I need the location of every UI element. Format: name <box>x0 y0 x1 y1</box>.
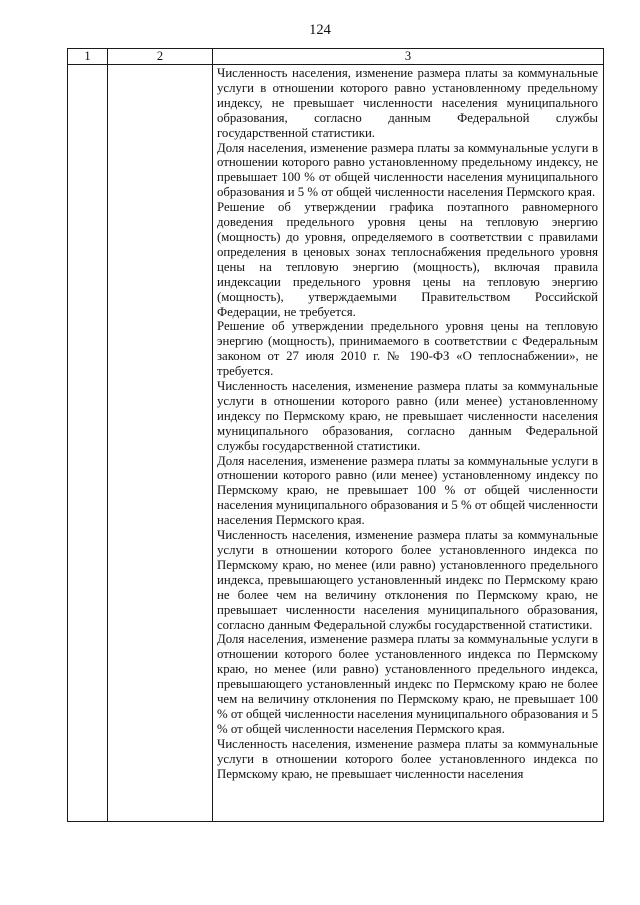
cell-col-3 <box>213 65 604 822</box>
cell-col-2 <box>108 65 213 822</box>
paragraph: Доля населения, изменение размера платы за коммунальные услуги в отношении которого равно (или менее) установленному индексу по Пермскому краю, не превышает 100 % от общей численности населения муниципального образования и 5 % от общей численности населения Пермского края. <box>217 453 598 528</box>
paragraph: Численность населения, изменение размера платы за коммунальные услуги в отношении которого равно (или менее) установленному индексу по Пермскому краю, не превышает численности населения муниципального образования, согласно данным Федеральной службы государственной статистики. <box>217 379 598 453</box>
header-col-1: 1 <box>68 49 108 65</box>
header-col-2: 2 <box>108 49 213 65</box>
header-col-3: 3 <box>213 49 604 65</box>
document-table <box>67 48 604 822</box>
page-number: 124 <box>309 22 331 38</box>
cell-col-1 <box>68 65 108 822</box>
table-row <box>68 65 604 822</box>
paragraph: Доля населения, изменение размера платы за коммунальные услуги в отношении которого равно установленному предельному индексу, не превышает 100 % от общей численности населения муниципального образования и 5 % от общей численности населения Пермского края. <box>217 140 598 200</box>
paragraph: Численность населения, изменение размера платы за коммунальные услуги в отношении которого более установленного индекса по Пермскому краю, но менее (или равно) установленного предельного индекса, превышающего установленный индекс по Пермскому краю не более чем на величину отклонения по Пермскому краю, не превышает численности населения муниципального образования, согласно данным Федеральной службы государственной статистики. <box>217 528 598 632</box>
paragraph: Численность населения, изменение размера платы за коммунальные услуги в отношении которого равно установленному предельному индексу, не превышает численности населения муниципального образования, согласно данным Федеральной службы государственной статистики. <box>217 66 598 140</box>
table-header-row <box>68 49 604 65</box>
cell-col-3-text <box>213 65 603 782</box>
paragraph: Доля населения, изменение размера платы за коммунальные услуги в отношении которого более установленного индекса по Пермскому краю, но менее (или равно) установленного предельного индекса, превышающего установленный индекс по Пермскому краю не более чем на величину отклонения по Пермскому краю, не превышает 100 % от общей численности населения муниципального образования и 5 % от общей численности населения Пермского края. <box>217 632 598 736</box>
paragraph: Решение об утверждении графика поэтапного равномерного доведения предельного уровня цены на тепловую энергию (мощность) до уровня, определяемого в соответствии с правилами определения в ценовых зонах теплоснабжения предельного уровня цены на тепловую энергию (мощность), включая правила индексации предельного уровня цены на тепловую энергию (мощность), утверждаемыми Правительством Российской Федерации, не требуется. <box>217 200 598 319</box>
paragraph: Численность населения, изменение размера платы за коммунальные услуги в отношении которого более установленного индекса по Пермскому краю, не превышает численности населения <box>217 736 598 781</box>
paragraph: Решение об утверждении предельного уровня цены на тепловую энергию (мощность), принимаемого в соответствии с Федеральным законом от 27 июля 2010 г. № 190-ФЗ «О теплоснабжении», не требуется. <box>217 319 598 379</box>
